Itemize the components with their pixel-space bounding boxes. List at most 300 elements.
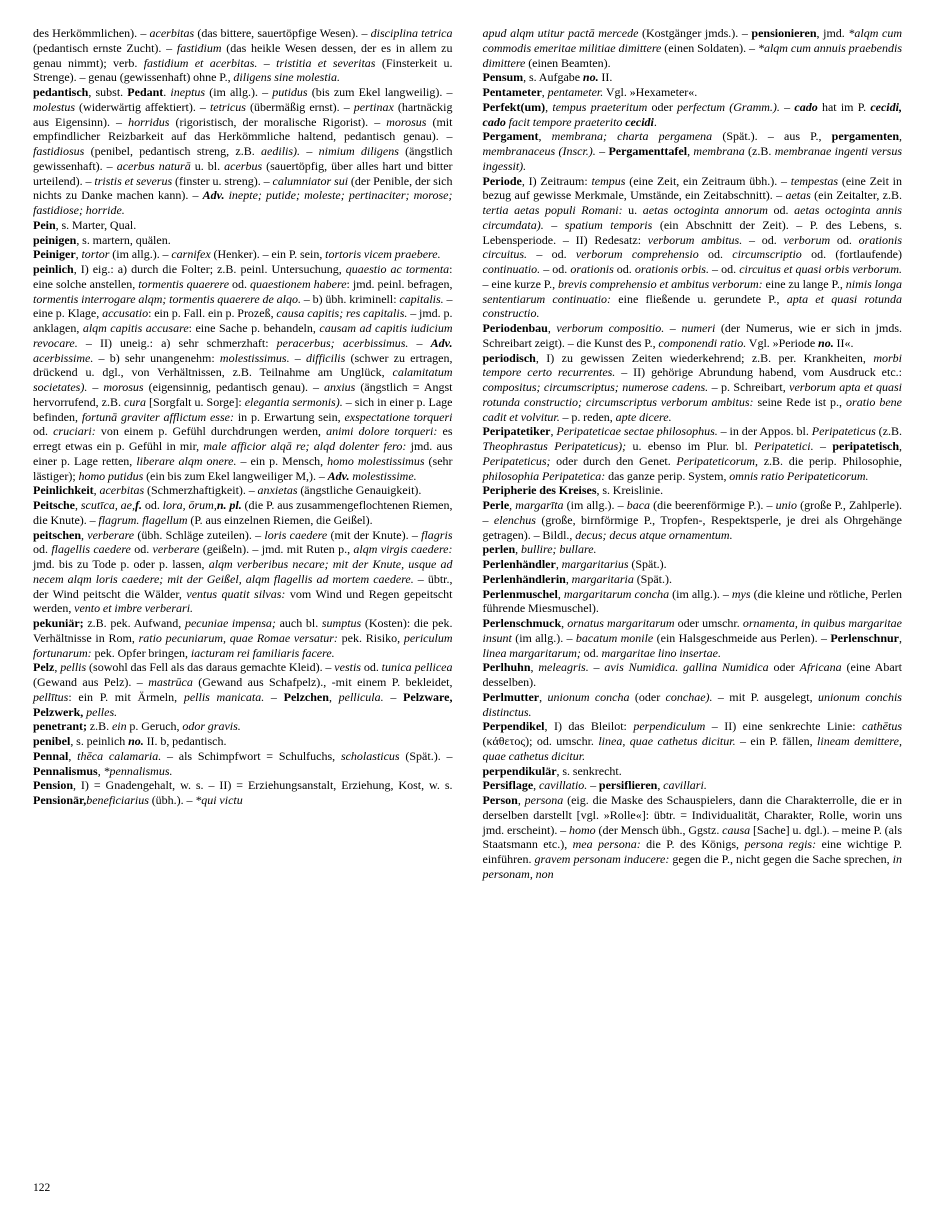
text-run: *qui victu bbox=[195, 793, 243, 807]
text-run: fastidiosus bbox=[33, 144, 85, 158]
text-run: auch bl. bbox=[275, 616, 322, 630]
text-run: f. bbox=[134, 498, 142, 512]
text-run: . bbox=[653, 114, 657, 129]
text-run: – od. bbox=[527, 247, 576, 262]
text-run: cruciari: bbox=[53, 424, 96, 439]
headword: Peiniger bbox=[33, 247, 76, 262]
text-run: homo putidus bbox=[78, 468, 144, 483]
text-run: pellicula. bbox=[338, 689, 384, 704]
text-run: iacturam rei familiaris facere. bbox=[190, 645, 335, 660]
text-run: – p. Schreibart, bbox=[708, 380, 790, 394]
text-run: , s. peinlich bbox=[70, 734, 129, 748]
dictionary-entry bbox=[483, 85, 903, 100]
text-run: orationis bbox=[570, 262, 614, 276]
text-run: (Henker). – ein P. sein, bbox=[210, 247, 326, 262]
dictionary-entry bbox=[483, 587, 903, 617]
right-column bbox=[483, 26, 903, 882]
text-run: causa bbox=[722, 822, 751, 837]
text-run: – ein p. Mensch, bbox=[236, 453, 328, 468]
text-run: – bbox=[289, 350, 306, 365]
text-run: – od. bbox=[742, 232, 784, 247]
headword: pedantisch bbox=[33, 85, 89, 99]
text-run: (oder bbox=[629, 689, 666, 704]
text-run: ratio pecuniarum, quae Romae versatur: bbox=[138, 630, 338, 645]
text-run: liberare alqm onere. bbox=[136, 453, 237, 468]
text-run: – b) sehr unangenehm: bbox=[93, 350, 220, 365]
page-number: 122 bbox=[33, 1182, 51, 1194]
text-run: aetas bbox=[785, 188, 811, 203]
dictionary-entry bbox=[483, 557, 903, 572]
text-run: – ein P. fällen, bbox=[735, 734, 818, 748]
text-run: ventus quatit silvas: bbox=[186, 586, 286, 601]
text-run: verberare bbox=[87, 527, 135, 542]
text-run: *alqm cum commodis emeritae militiae dimittere bbox=[482, 26, 902, 55]
text-run: pecuniae impensa; bbox=[184, 616, 276, 630]
text-run: z.B. bbox=[87, 719, 112, 734]
text-run: unionum conchis distinctus. bbox=[482, 689, 902, 719]
headword: Peripatetiker bbox=[482, 424, 551, 439]
text-run: – II) eine senkrechte Linie: bbox=[705, 719, 862, 734]
text-run: (die kleine und rötliche, Perlen führende Miesmuschel). bbox=[482, 586, 902, 616]
text-run: : eine Sache p. behandeln, bbox=[188, 321, 320, 335]
text-run: (der Mensch übh., Ggstz. bbox=[595, 822, 723, 837]
text-run: : eine solche anstellen, bbox=[33, 262, 453, 291]
text-run: – bbox=[664, 321, 682, 335]
headword: Perfekt(um) bbox=[482, 99, 546, 114]
text-run: – sich in einer p. Lage befinden, bbox=[33, 394, 453, 424]
text-run: margaritarum concha bbox=[563, 586, 670, 601]
text-run: (im allg.). – bbox=[669, 586, 732, 601]
text-run: morosus bbox=[386, 114, 427, 129]
text-run: II. bbox=[598, 70, 613, 85]
text-run: – bbox=[543, 217, 565, 232]
dictionary-entry bbox=[483, 100, 903, 130]
dictionary-entry bbox=[33, 528, 453, 617]
text-run: (mit der Knute). – bbox=[327, 527, 422, 542]
text-run: seine Rede ist p., bbox=[753, 394, 847, 409]
text-run: eine zu lange P., bbox=[762, 276, 846, 291]
text-run: , bbox=[565, 571, 572, 586]
text-run: male afficior alqā re; alqd dolenter fero: bbox=[203, 439, 407, 453]
text-run: oder bbox=[647, 99, 678, 114]
text-run: eine wichtige P. einführen. bbox=[482, 837, 902, 866]
text-run: inepte; putide; moleste; pertinaciter; morose; fastidiose; horride. bbox=[33, 188, 453, 217]
text-run: (geißeln). – jmd. mit Ruten p., bbox=[199, 542, 354, 557]
text-run: (ein bis zum Ekel langweiliger M,). – bbox=[143, 468, 328, 483]
dictionary-entry bbox=[483, 764, 903, 779]
dictionary-entry bbox=[33, 262, 453, 483]
text-run: alqm virgis caedere: bbox=[353, 542, 453, 557]
text-run: , bbox=[899, 439, 903, 453]
text-run: od. bbox=[33, 424, 54, 439]
text-run: – jmd. p. anklagen, bbox=[33, 306, 453, 335]
headword: Pensum bbox=[482, 70, 524, 85]
text-run: meleagris. bbox=[538, 660, 589, 675]
text-run: (das heikle Wesen dessen, der es in allem zu genau nimmt); verb. bbox=[33, 40, 453, 70]
text-run: tetricus bbox=[209, 99, 246, 114]
dictionary-entry bbox=[483, 572, 903, 587]
text-run: – bbox=[779, 99, 795, 114]
text-run: lora, ōrum, bbox=[162, 498, 217, 512]
text-run: periculum fortunarum: bbox=[33, 630, 453, 660]
dictionary-entry bbox=[483, 129, 903, 173]
text-run: , bbox=[687, 144, 694, 158]
text-run: bacatum monile bbox=[575, 630, 654, 645]
text-run: elenchus bbox=[493, 512, 536, 527]
dictionary-entry bbox=[483, 26, 903, 70]
headword: Pentameter bbox=[482, 85, 542, 99]
text-run: fastidium et acerbitas. bbox=[143, 55, 258, 70]
text-run: Theophrastus Peripateticus); bbox=[482, 439, 627, 453]
text-run: pentameter. bbox=[547, 85, 604, 99]
text-run: bullire; bullare. bbox=[520, 542, 597, 557]
dictionary-entry bbox=[483, 690, 903, 720]
headword: peinigen bbox=[33, 232, 77, 247]
headword: Pension bbox=[33, 778, 74, 793]
headword: Pennal bbox=[33, 748, 69, 763]
dictionary-entry bbox=[483, 793, 903, 882]
headword: Perlhuhn bbox=[482, 660, 531, 675]
text-run: jmd. bis zu Tode p. oder p. lassen, bbox=[33, 557, 209, 571]
text-run: od. bbox=[830, 232, 859, 247]
text-run: Peripateticus bbox=[811, 424, 876, 439]
dictionary-entry bbox=[483, 616, 903, 660]
text-run: : jmd. peinl. befragen, bbox=[346, 276, 453, 291]
text-run: u. bl. bbox=[190, 158, 225, 173]
text-run: cado bbox=[794, 99, 818, 114]
text-run: molestissimus. bbox=[219, 350, 290, 365]
text-run: Pensionär, bbox=[33, 793, 87, 807]
text-run: verberare bbox=[152, 542, 200, 557]
text-run: Africana bbox=[799, 660, 842, 675]
text-run: *pennalismus. bbox=[103, 763, 173, 778]
text-run: (eig. die Maske des Schauspielers, dann die Charakterrolle, die er in derselben darstellt [vgl. »Rolle«]: übtr. = Individualität, Charakter, Rolle, worin uns jmd. erscheint). – bbox=[482, 793, 902, 837]
text-run: oder durch den Genet. bbox=[550, 453, 677, 468]
headword: Perlenschmuck bbox=[482, 616, 562, 630]
text-run: avis Numidica. gallina Numidica bbox=[604, 660, 769, 675]
text-run: putidus bbox=[272, 85, 308, 99]
dictionary-entry bbox=[33, 660, 453, 719]
text-run: persona bbox=[524, 793, 564, 807]
text-run: (penibel, pedantisch streng, z.B. bbox=[84, 144, 262, 158]
text-run: ornatus margaritarum bbox=[567, 616, 675, 630]
text-run: – bbox=[587, 778, 599, 793]
text-run: nimium diligens bbox=[318, 144, 399, 158]
text-run: , bbox=[81, 527, 88, 542]
text-run: (Finsterkeit u. Strenge). – genau (gewissenhaft) ohne P., bbox=[33, 55, 453, 85]
headword: penetrant; bbox=[33, 719, 87, 734]
text-run: – bbox=[257, 55, 277, 70]
text-run: unionum concha bbox=[547, 689, 630, 704]
dictionary-entry bbox=[483, 660, 903, 690]
headword: Person bbox=[482, 793, 518, 807]
text-run: , bbox=[899, 129, 902, 144]
text-run: orationis orbis. bbox=[634, 262, 709, 276]
text-run: verborum apta et quasi rotunda constructio; circumscriptus verborum ambitus: bbox=[482, 380, 903, 409]
text-run: Adv. bbox=[202, 188, 225, 203]
text-run: omnis ratio Peripateticorum. bbox=[729, 468, 869, 483]
text-run: acerbissime. bbox=[33, 350, 94, 365]
text-run: [Sorgfalt u. Sorge]: bbox=[146, 394, 245, 409]
text-run: – bbox=[264, 689, 284, 704]
text-run: pergamenten bbox=[831, 129, 899, 144]
text-run: pelles. bbox=[86, 704, 118, 719]
text-run: acerbus bbox=[224, 158, 263, 173]
text-run: , bbox=[541, 85, 548, 99]
text-run: margaritaria bbox=[571, 571, 634, 586]
text-run: cecidi bbox=[625, 114, 654, 129]
text-run: cavillari. bbox=[663, 778, 707, 793]
text-run: accusatio bbox=[102, 306, 149, 321]
headword: Perlenhändler bbox=[482, 557, 556, 571]
text-run: , bbox=[74, 498, 81, 512]
text-run: no. bbox=[818, 335, 834, 350]
text-run: , subst. bbox=[88, 85, 128, 99]
text-run: , bbox=[561, 616, 568, 630]
text-run: tormentis interrogare alqm; tormentis quaerere de alqo. bbox=[33, 291, 301, 306]
text-run: (ängstlich = Angst hervorrufend, z.B. bbox=[33, 380, 453, 409]
text-run: fastidium bbox=[176, 40, 222, 55]
text-run: mea persona: bbox=[572, 837, 641, 852]
text-run: (große P., Zahlperle). – bbox=[482, 498, 902, 527]
text-run: (ängstliche Genauigkeit). bbox=[297, 483, 422, 498]
text-run: exspectatione torqueri bbox=[344, 409, 453, 424]
headword: Periode bbox=[482, 173, 522, 188]
text-run: ineptus bbox=[170, 85, 206, 99]
dictionary-entry bbox=[483, 483, 903, 498]
text-run: verborum bbox=[783, 232, 831, 247]
text-run: , bbox=[555, 557, 562, 571]
text-run: – als Schimpfwort = Schulfuchs, bbox=[161, 748, 341, 763]
headword: perpendikulär bbox=[482, 763, 557, 778]
text-run: – bbox=[588, 660, 605, 675]
text-run: membranae ingenti versus ingessit). bbox=[482, 144, 902, 173]
text-run: Peripateticorum bbox=[676, 453, 756, 468]
text-run: membrana; charta pergamena bbox=[551, 129, 713, 144]
dictionary-entry bbox=[483, 542, 903, 557]
text-run: (ein Zeitalter, z.B. bbox=[810, 188, 903, 203]
text-run: pek. Risiko, bbox=[337, 630, 404, 645]
text-run: ornamenta, in quibus margaritae insunt bbox=[482, 616, 902, 645]
headword: Peitsche bbox=[33, 498, 75, 512]
text-run: – b) übh. kriminell: bbox=[301, 291, 400, 306]
text-run: peripatetisch bbox=[832, 439, 900, 453]
dictionary-entry bbox=[33, 85, 453, 218]
text-run: , bbox=[54, 660, 61, 675]
text-run: alqm verberibus necare; mit der Knute, usque ad necem alqm loris caedere; mit der Geißel, alqm flagellis ad mortem caedere. bbox=[33, 557, 453, 586]
text-run: pertinax bbox=[353, 99, 394, 114]
text-run: , s. Kreislinie. bbox=[596, 483, 664, 498]
text-run: u. ebenso im Plur. bl. bbox=[626, 439, 754, 453]
text-run: , bbox=[509, 498, 516, 512]
text-run: (z.B. bbox=[875, 424, 902, 439]
text-run: *alqm cum annuis praebendis dimittere bbox=[482, 40, 902, 70]
text-run: diligens sine molestia. bbox=[233, 70, 341, 85]
text-run: peracerbus; acerbissimus. bbox=[276, 335, 409, 350]
text-run: – II) gehörige Abrundung habend, vom Ausdruck etc.: bbox=[615, 365, 902, 380]
text-run: (sauertöpfig, über alles hart und bitter urteilend). – bbox=[33, 158, 453, 188]
text-run: Perlenschnur bbox=[830, 630, 899, 645]
text-run: , bbox=[550, 424, 557, 439]
dictionary-entry bbox=[483, 70, 903, 85]
text-run: z.B. pek. Aufwand, bbox=[83, 616, 185, 630]
headword: pekuniär; bbox=[33, 616, 84, 630]
text-run: , bbox=[557, 586, 564, 601]
text-run: aetas octoginta annis circumdata). bbox=[482, 203, 902, 232]
headword: Perlenhändlerin bbox=[482, 571, 566, 586]
text-run: (pedantisch ernste Zucht). – bbox=[33, 40, 177, 55]
headword: Perlmutter bbox=[482, 689, 540, 704]
text-run: II. b, pedantisch. bbox=[143, 734, 227, 748]
text-run: (hartnäckig aus Eigensinn). – bbox=[33, 99, 453, 129]
text-run: (mit empfindlicher Reizbarkeit auf das Herkömmliche haltend, pedantisch genau). – bbox=[33, 114, 453, 144]
text-run: (Spät.). – aus P., bbox=[712, 129, 832, 144]
text-run: sumptus bbox=[321, 616, 362, 630]
text-run: mys bbox=[731, 586, 751, 601]
text-run: tempus bbox=[591, 173, 626, 188]
text-run: : ein P. mit Ärmeln, bbox=[68, 689, 184, 704]
text-run: linea, quae cathetus dicitur. bbox=[598, 734, 736, 748]
text-run: difficilis bbox=[305, 350, 346, 365]
text-run: des Herkömmlichen). – bbox=[33, 26, 150, 40]
text-run: od. bbox=[141, 498, 163, 512]
dictionary-entry bbox=[33, 734, 453, 749]
headword: peitschen bbox=[33, 527, 81, 542]
text-run: gravem personam inducere: bbox=[534, 852, 670, 866]
text-run: (z.B. bbox=[744, 144, 775, 158]
text-run: loris caedere bbox=[264, 527, 328, 542]
text-run: flagellis caedere bbox=[51, 542, 131, 557]
text-run: (der Penible, der sich nichts zu Danke machen kann). – bbox=[33, 173, 453, 203]
text-run: , bbox=[539, 689, 548, 704]
text-run: – bbox=[813, 439, 833, 453]
text-run: nimis longa sententiarum continuatio: bbox=[482, 276, 902, 306]
text-run: (Spät.). bbox=[633, 571, 673, 586]
dictionary-entry bbox=[483, 498, 903, 542]
text-run: (P. aus einzelnen Riemen, die Geißel). bbox=[187, 512, 373, 527]
text-run: perfectum (Gramm.). bbox=[677, 99, 780, 114]
text-run: tristitia et severitas bbox=[276, 55, 376, 70]
text-run: pensionieren bbox=[751, 26, 817, 40]
headword: Periodenbau bbox=[482, 321, 548, 335]
text-run: hat im P. bbox=[817, 99, 871, 114]
text-run: compositus; circumscriptus; numerose cadens. bbox=[482, 380, 709, 394]
text-run: scutīca, ae, bbox=[80, 498, 135, 512]
text-run: (eine Zeit, ein Zeitraum übh.). – bbox=[625, 173, 791, 188]
text-run: horridus bbox=[128, 114, 170, 129]
dictionary-entry bbox=[33, 616, 453, 660]
text-run: – II) uneig.: a) sehr schmerzhaft: bbox=[77, 335, 277, 350]
text-run: margarīta bbox=[515, 498, 564, 512]
dictionary-entry bbox=[483, 351, 903, 425]
text-run: tortoris vicem praebere. bbox=[325, 247, 441, 262]
text-run: , bbox=[533, 778, 539, 793]
text-run: tortor bbox=[81, 247, 110, 262]
text-run: , s. martern, quälen. bbox=[76, 232, 171, 247]
headword: Peripherie des Kreises bbox=[482, 483, 597, 498]
text-run: membrana bbox=[693, 144, 745, 158]
text-run: – übtr., der Wind peitscht die Wälder, bbox=[33, 571, 453, 601]
text-run: od. (fortlaufende) bbox=[801, 247, 902, 262]
text-run: (einen Soldaten). – bbox=[661, 40, 758, 55]
text-run: perpendiculum bbox=[633, 719, 706, 734]
text-run: (übermäßig ernst). – bbox=[245, 99, 354, 114]
headword: Pergament bbox=[482, 129, 539, 144]
text-run: molestus bbox=[33, 99, 75, 114]
text-run: (im allg.). – bbox=[205, 85, 273, 99]
text-run: quaestio ac tormenta bbox=[345, 262, 450, 276]
text-run: spatium temporis bbox=[564, 217, 653, 232]
dictionary-entry bbox=[33, 749, 453, 779]
text-run: II«. bbox=[833, 335, 854, 350]
text-run: apte dicere. bbox=[615, 409, 672, 424]
text-run: , I) Zeitraum: bbox=[521, 173, 592, 188]
text-run: , bbox=[515, 542, 521, 557]
text-run: aetas octoginta annorum bbox=[642, 203, 768, 217]
headword: Pelz bbox=[33, 660, 55, 675]
text-run: componendi ratio. bbox=[658, 335, 747, 350]
text-run: – bbox=[383, 689, 404, 704]
text-run: cecidi, cado bbox=[482, 99, 902, 129]
text-run: od. bbox=[698, 247, 733, 262]
text-run: , bbox=[68, 748, 78, 763]
text-run: linea margaritarum; bbox=[482, 645, 581, 660]
text-run: – eine p. Klage, bbox=[33, 291, 453, 321]
text-run: , s. Marter, Qual. bbox=[55, 217, 137, 232]
left-column bbox=[33, 26, 453, 882]
text-run: margaritarius bbox=[561, 557, 629, 571]
text-run: (die P. aus zusammengeflochtenen Riemen, die Knute). – bbox=[33, 498, 453, 527]
text-run: tunica pellicea bbox=[381, 660, 453, 675]
text-run: (im allg.). – bbox=[109, 247, 172, 262]
text-run: , bbox=[75, 247, 82, 262]
text-run: , I) das Bleilot: bbox=[544, 719, 634, 734]
text-run: quaestionem habere bbox=[250, 276, 347, 291]
text-run: apta et quasi rotunda constructio. bbox=[482, 291, 902, 321]
headword: Pein bbox=[33, 217, 56, 232]
text-run: Pelzware, Pelzwerk, bbox=[33, 689, 453, 719]
text-run: decus; decus atque ornamentum. bbox=[575, 527, 733, 542]
text-run: calumniator sui bbox=[272, 173, 349, 188]
text-run: Pelzchen bbox=[283, 689, 329, 704]
text-run: od. bbox=[580, 645, 602, 660]
text-run: conchae). bbox=[665, 689, 713, 704]
text-run: in personam, non bbox=[482, 852, 902, 881]
text-run: , bbox=[899, 630, 902, 645]
text-run: anxius bbox=[324, 380, 356, 394]
text-run: odor gravis. bbox=[182, 719, 241, 734]
dictionary-entry bbox=[483, 424, 903, 483]
text-run: (im allg.). – bbox=[563, 498, 627, 512]
text-run: (Kostgänger jmds.). – bbox=[638, 26, 752, 40]
text-run: molestissime. bbox=[349, 468, 417, 483]
text-run: flagrum. flagellum bbox=[98, 512, 188, 527]
text-run: apud alqm utitur pactā mercede bbox=[482, 26, 639, 40]
text-run: morbi tempore certo recurrentes. bbox=[482, 350, 902, 380]
text-run: verborum comprehensio bbox=[575, 247, 699, 262]
text-run: , I) eig.: a) durch die Folter; z.B. peinl. Untersuchung, bbox=[73, 262, 346, 276]
dictionary-entry bbox=[33, 247, 453, 262]
text-run: , bbox=[547, 321, 557, 335]
headword: Persiflage bbox=[482, 778, 534, 793]
dictionary-entry bbox=[33, 719, 453, 734]
text-run: continuatio. bbox=[482, 262, 541, 276]
text-run: , z.B. die perip. Philosophie, bbox=[755, 453, 902, 468]
text-run: Peripatetici. bbox=[753, 439, 814, 453]
text-run: , bbox=[530, 660, 539, 675]
text-run: . bbox=[163, 85, 171, 99]
text-run: jmd. aus einer p. Lage retten, bbox=[33, 439, 453, 468]
